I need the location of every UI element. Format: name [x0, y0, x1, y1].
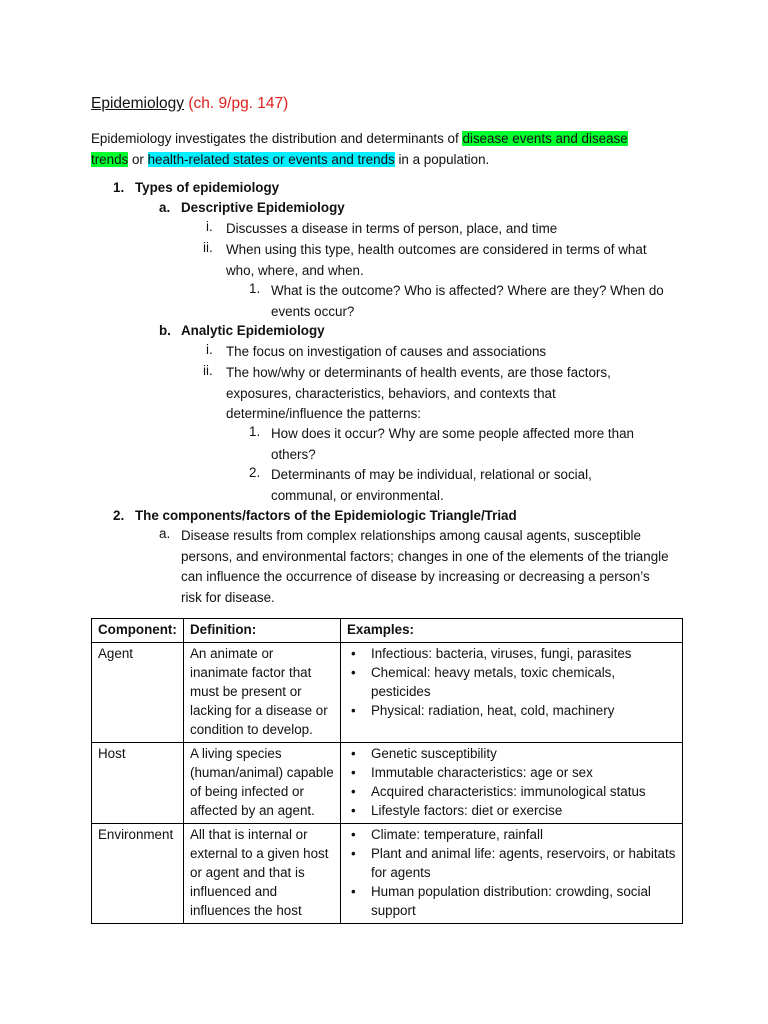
item-2a-letter: a.: [159, 526, 171, 541]
intro-highlight-disease-events: disease events and disease trends: [91, 131, 628, 167]
cell-definition: All that is internal or external to a given host or agent and that is influenced and influences the host: [184, 824, 341, 924]
bullet-icon: •: [351, 803, 356, 818]
list-item: • Physical: radiation, heat, cold, machinery: [351, 703, 615, 718]
cell-component: Environment: [92, 824, 184, 924]
list-item: • Plant and animal life: agents, reservoirs, or habitats for agents: [351, 846, 676, 880]
section-2-label: The components/factors of the Epidemiologic Triangle/Triad: [135, 508, 517, 523]
examples-list: [347, 825, 676, 920]
title-main: Epidemiology: [91, 95, 185, 112]
bullet-icon: •: [351, 784, 356, 799]
list-item: • Lifestyle factors: diet or exercise: [351, 803, 563, 818]
item-1b-ii-text: The how/why or determinants of health events, are those factors, exposures, characteristics, behaviors, and contexts that determine/influence the patterns:: [226, 365, 611, 421]
header-examples: Examples:: [341, 619, 683, 643]
item-1a-i-text: Discusses a disease in terms of person, place, and time: [226, 221, 558, 236]
bullet-icon: •: [351, 665, 356, 680]
item-1a-i-numeral: i.: [206, 219, 213, 234]
cell-examples: [341, 743, 683, 824]
section-1b: [159, 321, 325, 342]
header-definition: Definition:: [184, 619, 341, 643]
bullet-icon: •: [351, 884, 356, 899]
item-1b-ii-2-text: Determinants of may be individual, relational or social, communal, or environmental.: [271, 467, 592, 503]
item-1a-ii-numeral: ii.: [203, 240, 213, 255]
item-1a-ii-1-number: 1.: [249, 281, 261, 296]
section-1a-label: Descriptive Epidemiology: [181, 200, 345, 215]
table-row: [92, 824, 683, 924]
bullet-icon: •: [351, 746, 356, 761]
cell-examples: [341, 643, 683, 743]
list-item: • Genetic susceptibility: [351, 746, 497, 761]
cell-definition: A living species (human/animal) capable of being infected or affected by an agent.: [184, 743, 341, 824]
list-item: • Climate: temperature, rainfall: [351, 827, 543, 842]
page-title: [91, 95, 288, 113]
table-row: [92, 643, 683, 743]
title-chapter-ref: (ch. 9/pg. 147): [188, 95, 289, 112]
header-component: Component:: [92, 619, 184, 643]
cell-component: Host: [92, 743, 184, 824]
section-1: [113, 178, 280, 199]
intro-text-middle: or: [128, 152, 148, 167]
section-1a: [159, 198, 345, 219]
section-1b-label: Analytic Epidemiology: [181, 323, 325, 338]
item-1b-i-numeral: i.: [206, 342, 213, 357]
list-item: • Immutable characteristics: age or sex: [351, 765, 593, 780]
list-item: • Chemical: heavy metals, toxic chemicals, pesticides: [351, 665, 616, 699]
intro-paragraph: [91, 128, 661, 170]
section-2-number: 2.: [113, 508, 125, 523]
examples-list: [347, 744, 676, 820]
section-1b-letter: b.: [159, 323, 171, 338]
bullet-icon: •: [351, 846, 356, 861]
list-item: • Acquired characteristics: immunological status: [351, 784, 646, 799]
table-row: [92, 743, 683, 824]
intro-text-before: Epidemiology investigates the distribution and determinants of: [91, 131, 463, 146]
examples-list: [347, 644, 676, 720]
item-1b-ii-1-number: 1.: [249, 424, 261, 439]
bullet-icon: •: [351, 703, 356, 718]
bullet-icon: •: [351, 765, 356, 780]
list-item: • Human population distribution: crowding, social support: [351, 884, 651, 918]
epidemiologic-triad-table: [91, 618, 683, 924]
item-1a-ii-1-text: What is the outcome? Who is affected? Where are they? When do events occur?: [271, 283, 664, 319]
item-1b-ii-numeral: ii.: [203, 363, 213, 378]
intro-highlight-health-states: health-related states or events and trends: [147, 152, 395, 167]
cell-examples: [341, 824, 683, 924]
intro-text-after: in a population.: [394, 152, 490, 167]
item-1b-i-text: The focus on investigation of causes and associations: [226, 344, 547, 359]
section-1-number: 1.: [113, 180, 125, 195]
bullet-icon: •: [351, 646, 356, 661]
section-1-label: Types of epidemiology: [135, 180, 280, 195]
section-2: [113, 506, 517, 527]
bullet-icon: •: [351, 827, 356, 842]
cell-definition: An animate or inanimate factor that must be present or lacking for a disease or condition to develop.: [184, 643, 341, 743]
cell-component: Agent: [92, 643, 184, 743]
item-2a-text: Disease results from complex relationships among causal agents, susceptible persons, and environmental factors; changes in one of the elements of the triangle can influence the occurrence of disease by increasing or decreasing a person’s risk for disease.: [181, 528, 669, 605]
item-1b-ii-1-text: How does it occur? Why are some people affected more than others?: [271, 426, 634, 462]
table-header-row: [92, 619, 683, 643]
list-item: • Infectious: bacteria, viruses, fungi, parasites: [351, 646, 632, 661]
item-1b-ii-2-number: 2.: [249, 465, 261, 480]
section-1a-letter: a.: [159, 200, 171, 215]
item-1a-ii-text: When using this type, health outcomes are considered in terms of what who, where, and when.: [226, 242, 647, 278]
